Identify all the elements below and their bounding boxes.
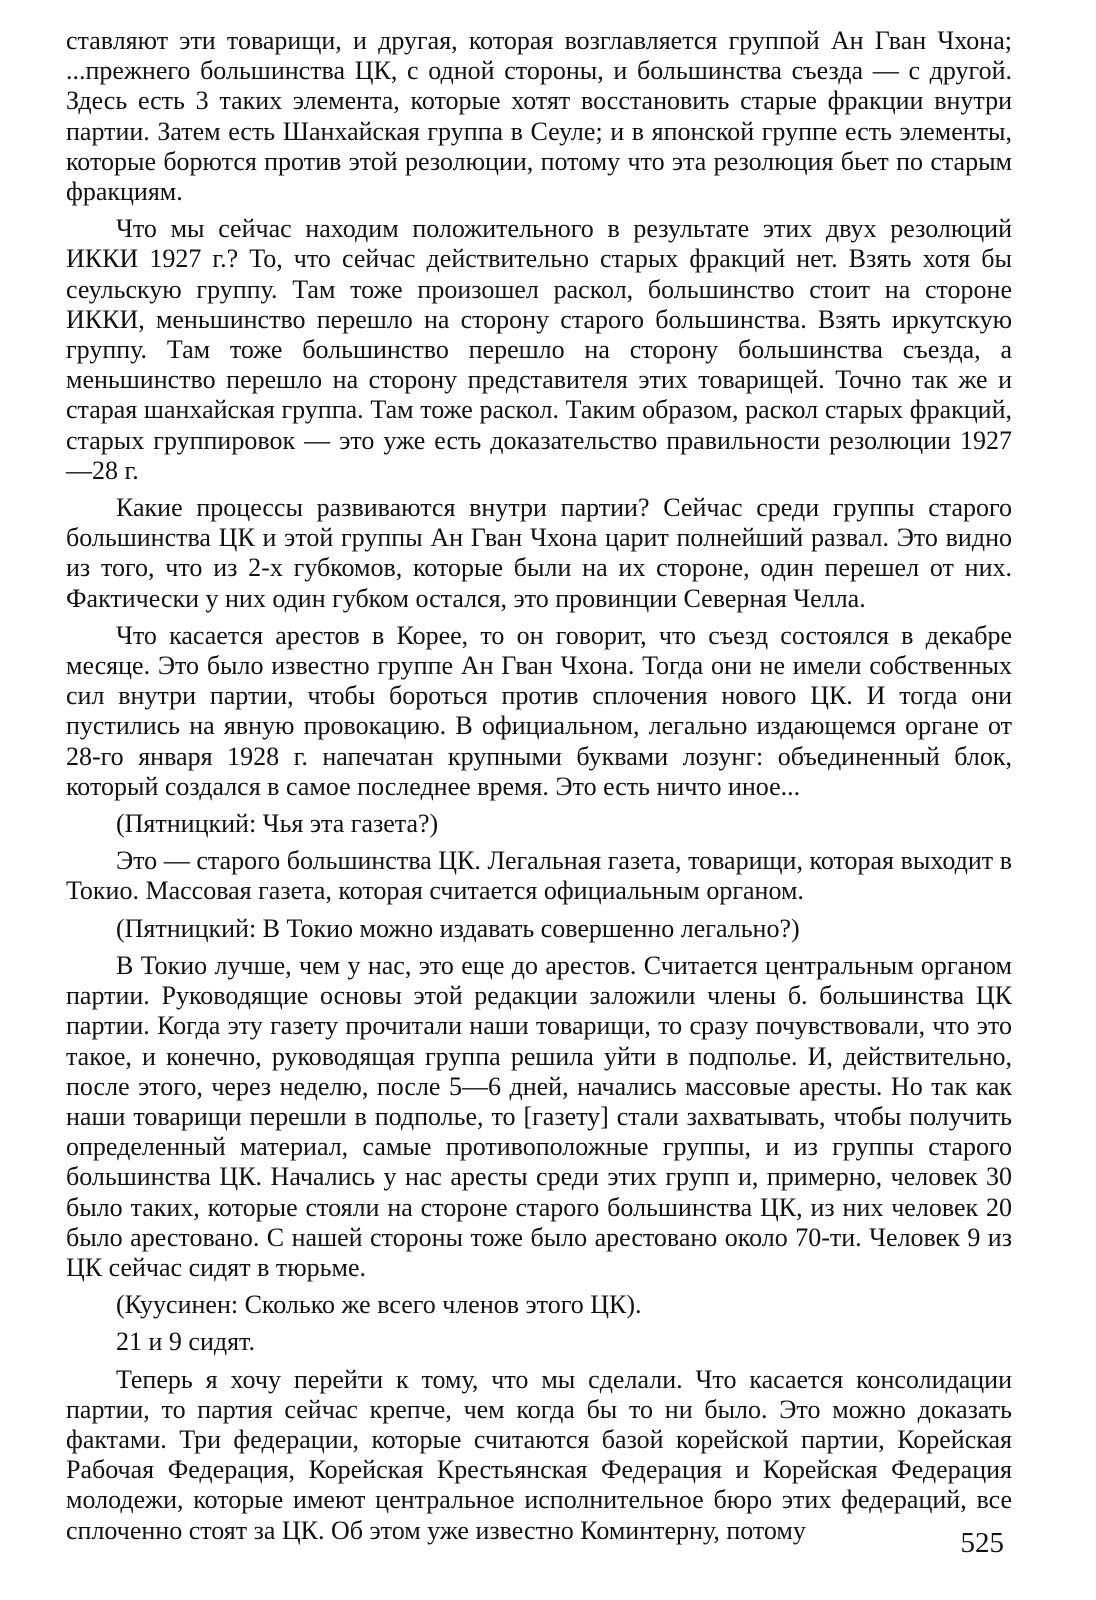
paragraph: (Куусинен: Сколько же всего членов этого ЦК). [116,1290,642,1320]
paragraph: ставляют эти товарищи, и другая, которая возглавляется группой Ан Гван Чхона; ...прежнего большинства ЦК, с одной стороны, и большинства съезда — с другой. Здесь есть 3 таких элемента, которые хотят восстановить старые фракции внутри партии. Затем есть Шанхайская группа в Сеуле; и в японской группе есть элементы, которые борются против этой резолюции, потому что эта резолюция бьет по старым фракциям. [66,26,1012,207]
paragraph: Теперь я хочу перейти к тому, что мы сделали. Что касается консолидации партии, то партия сейчас крепче, чем когда бы то ни было. Это можно доказать фактами. Три федерации, которые считаются базой корейской партии, Корейская Рабочая Федерация, Корейская Крестьянская Федерация и Корейская Федерация молодежи, которые имеют центральное исполнительное бюро этих федераций, все сплоченно стоят за ЦК. Об этом уже известно Коминтерну, потому [66,1364,1012,1545]
paragraph: Какие процессы развиваются внутри партии? Сейчас среди группы старого большинства ЦК и этой группы Ан Гван Чхона царит полнейший развал. Это видно из того, что из 2-х губкомов, которые были на их стороне, один перешел от них. Фактически у них один губком остался, это провинции Северная Челла. [66,493,1012,613]
paragraph: Это — старого большинства ЦК. Легальная газета, товарищи, которая выходит в Токио. Массовая газета, которая считается официальным органом. [66,846,1012,906]
paragraph: Что касается арестов в Корее, то он говорит, что съезд состоялся в декабре месяце. Это было известно группе Ан Гван Чхона. Тогда они не имели собственных сил внутри партии, чтобы бороться против сплочения нового ЦК. И тогда они пустились на явную провокацию. В официальном, легально издающемся органе от 28-го января 1928 г. напечатан крупными буквами лозунг: объединенный блок, который создался в самое последнее время. Это есть ничто иное... [66,620,1012,801]
paragraph: Что мы сейчас находим положительного в результате этих двух резолюций ИККИ 1927 г.? То, что сейчас действительно старых фракций нет. Взять хотя бы сеульскую группу. Там тоже произошел раскол, большинство стоит на стороне ИККИ, меньшинство перешло на сторону старого большинства. Взять иркутскую группу. Там тоже большинство перешло на сторону большинства съезда, а меньшинство перешло на сторону представителя этих товарищей. Точно так же и старая шанхайская группа. Там тоже раскол. Таким образом, раскол старых фракций, старых группировок — это уже есть доказательство правильности резолюции 1927—28 г. [66,214,1012,485]
page-number: 525 [960,1527,1004,1559]
paragraph: (Пятницкий: В Токио можно издавать совершенно легально?) [116,913,800,943]
document-body [66,26,1012,1553]
paragraph: (Пятницкий: Чья эта газета?) [116,809,439,839]
paragraph: 21 и 9 сидят. [116,1327,255,1357]
paragraph: В Токио лучше, чем у нас, это еще до арестов. Считается центральным органом партии. Руководящие основы этой редакции заложили члены б. большинства ЦК партии. Когда эту газету прочитали наши товарищи, то сразу почувствовали, что это такое, и конечно, руководящая группа решила уйти в подполье. И, действительно, после этого, через неделю, после 5—6 дней, начались массовые аресты. Но так как наши товарищи перешли в подполье, то [газету] стали захватывать, чтобы получить определенный материал, самые противоположные группы, и из группы старого большинства ЦК. Начались у нас аресты среди этих групп и, примерно, человек 30 было таких, которые стояли на стороне старого большинства ЦК, из них человек 20 было арестовано. С нашей стороны тоже было арестовано около 70-ти. Человек 9 из ЦК сейчас сидят в тюрьме. [66,950,1012,1282]
